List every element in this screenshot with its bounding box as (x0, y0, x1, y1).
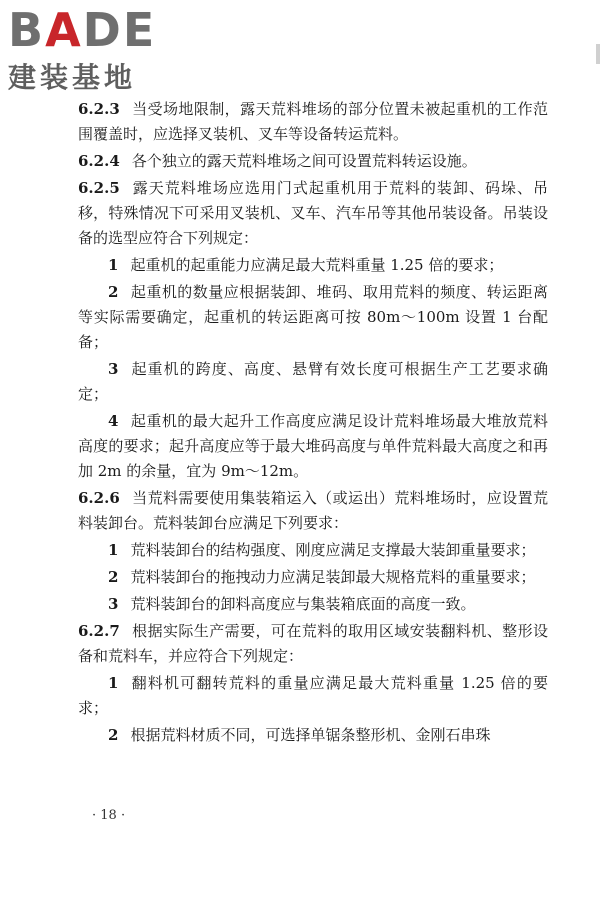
list-item (78, 565, 548, 590)
item-number: 2 (108, 283, 119, 301)
bade-logo (8, 3, 178, 94)
item-number: 2 (108, 726, 119, 744)
logo-letter-a: A (45, 3, 83, 57)
list-item (78, 409, 548, 484)
item-text: 起重机的最大起升工作高度应满足设计荒料堆场最大堆放荒料高度的要求；起升高度应等于最大堆码高度与单件荒料最大高度之和再加 2m 的余量，宜为 9m～12m。 (78, 412, 548, 480)
item-text: 根据荒料材质不同，可选择单锯条整形机、金刚石串珠 (130, 726, 491, 744)
item-text: 荒料装卸台的拖拽动力应满足装卸最大规格荒料的重量要求； (130, 568, 536, 586)
item-number: 1 (108, 541, 119, 559)
item-text: 荒料装卸台的结构强度、刚度应满足支撑最大装卸重量要求； (130, 541, 536, 559)
logo-subtitle: 建装基地 (8, 61, 137, 94)
list-item (78, 592, 548, 617)
logo-letter-e: E (122, 3, 157, 57)
logo-letter-d: D (82, 3, 123, 57)
item-number: 1 (108, 256, 119, 274)
clause-6-2-3 (78, 97, 548, 147)
item-number: 3 (108, 595, 119, 613)
page-edge-mark (596, 44, 600, 64)
logo-wordmark (8, 3, 178, 57)
clause-6-2-4 (78, 149, 548, 174)
item-number: 4 (108, 412, 119, 430)
list-item (78, 280, 548, 355)
item-number: 1 (108, 674, 119, 692)
item-text: 起重机的跨度、高度、悬臂有效长度可根据生产工艺要求确定； (78, 360, 548, 403)
list-item (78, 671, 548, 721)
clause-text: 露天荒料堆场应选用门式起重机用于荒料的装卸、码垛、吊移，特殊情况下可采用叉装机、叉车、汽车吊等其他吊装设备。吊装设备的选型应符合下列规定： (78, 179, 548, 247)
clause-number: 6.2.3 (78, 100, 120, 118)
clause-number: 6.2.4 (78, 152, 120, 170)
list-item (78, 253, 548, 278)
item-text: 翻料机可翻转荒料的重量应满足最大荒料重量 1.25 倍的要求； (78, 674, 548, 717)
item-number: 2 (108, 568, 119, 586)
page-number: · 18 · (92, 808, 126, 823)
item-text: 起重机的数量应根据装卸、堆码、取用荒料的频度、转运距离等实际需要确定，起重机的转运距离可按 80m～100m 设置 1 台配备； (78, 283, 548, 351)
clause-6-2-6 (78, 486, 548, 536)
document-body (78, 97, 548, 750)
clause-text: 当荒料需要使用集装箱运入（或运出）荒料堆场时，应设置荒料装卸台。荒料装卸台应满足下列要求： (78, 489, 548, 532)
list-item (78, 357, 548, 407)
item-text: 起重机的起重能力应满足最大荒料重量 1.25 倍的要求； (130, 256, 504, 274)
list-item (78, 538, 548, 563)
item-number: 3 (108, 360, 119, 378)
clause-number: 6.2.7 (78, 622, 120, 640)
clause-text: 各个独立的露天荒料堆场之间可设置荒料转运设施。 (131, 152, 477, 170)
clause-6-2-7 (78, 619, 548, 669)
clause-6-2-5 (78, 176, 548, 251)
clause-number: 6.2.5 (78, 179, 120, 197)
clause-number: 6.2.6 (78, 489, 120, 507)
item-text: 荒料装卸台的卸料高度应与集装箱底面的高度一致。 (130, 595, 476, 613)
clause-text: 当受场地限制，露天荒料堆场的部分位置未被起重机的工作范围覆盖时，应选择叉装机、叉车等设备转运荒料。 (78, 100, 548, 143)
logo-letter-b: B (8, 3, 46, 57)
list-item (78, 723, 548, 748)
clause-text: 根据实际生产需要，可在荒料的取用区域安装翻料机、整形设备和荒料车，并应符合下列规定： (78, 622, 548, 665)
